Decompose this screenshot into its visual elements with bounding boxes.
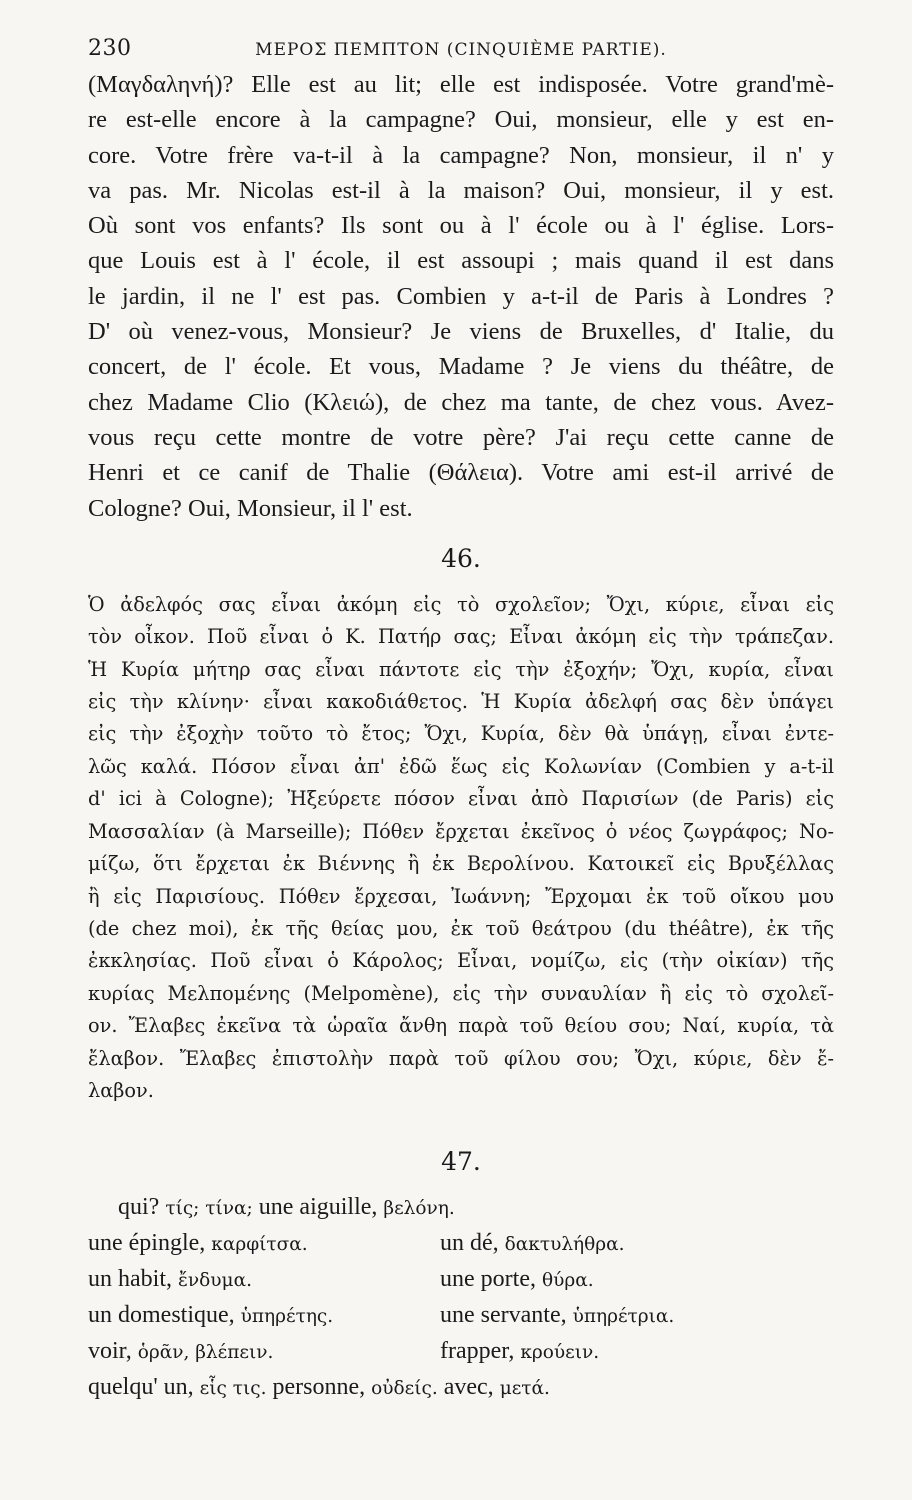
greek-text-line: τὸν οἶκον. Ποῦ εἶναι ὁ Κ. Πατήρ σας; Εἶναι ἀκόμη εἰς τὴν τράπεζαν.: [88, 625, 834, 649]
greek-text-line: λαβον.: [88, 1078, 154, 1102]
text-line: concert, de l' école. Et vous, Madame ? Je viens du théâtre, de: [88, 353, 834, 381]
greek-word: οὐδείς.: [371, 1378, 438, 1400]
greek-word: ὑπηρέτρια.: [572, 1306, 675, 1328]
french-word: personne,: [272, 1374, 372, 1401]
french-word: une porte,: [440, 1266, 542, 1293]
text-line: (Μαγδαληνή)? Elle est au lit; elle est indisposée. Votre grand'mè-: [88, 71, 834, 98]
greek-text-line: λῶς καλά. Πόσον εἶναι ἀπ' ἐδῶ ἕως εἰς Κολωνίαν (Combien y a-t-il: [88, 754, 834, 778]
greek-word: θύρα.: [541, 1270, 594, 1292]
greek-text-line: ἢ εἰς Παρισίους. Πόθεν ἔρχεσαι, Ἰωάννη; Ἔρχομαι ἐκ τοῦ οἴκου μου: [88, 884, 834, 908]
text-line: que Louis est à l' école, il est assoupi ; mais quand il est dans: [88, 247, 834, 275]
french-word: un dé,: [440, 1230, 505, 1257]
text-line: Henri et ce canif de Thalie (Θάλεια). Votre ami est-il arrivé de: [88, 459, 834, 487]
vocab-row: [88, 1262, 834, 1298]
greek-word: ἔνδυμα.: [178, 1270, 252, 1292]
french-word: qui?: [118, 1194, 166, 1221]
greek-text-line: εἰς τὴν κλίνην· εἶναι κακοδιάθετος. Ἡ Κυρία ἀδελφή σας δὲν ὑπάγει: [88, 690, 834, 714]
greek-text-line: d' ici à Cologne); Ἠξεύρετε πόσον εἶναι ἀπὸ Παρισίων (de Paris) εἰς: [88, 787, 834, 811]
text-line: Cologne? Oui, Monsieur, il l' est.: [88, 494, 413, 522]
french-word: quelqu' un,: [88, 1374, 200, 1401]
section-number-47: 47.: [441, 1147, 481, 1177]
french-word: une aiguille,: [258, 1194, 384, 1221]
section-number-46: 46.: [441, 543, 481, 573]
greek-word: μετά.: [499, 1378, 550, 1400]
text-line: va pas. Mr. Nicolas est-il à la maison? Oui, monsieur, il y est.: [88, 176, 834, 204]
text-line: D' où venez-vous, Monsieur? Je viens de Bruxelles, d' Italie, du: [88, 318, 834, 346]
greek-text-line: μίζω, ὅτι ἔρχεται ἐκ Βιέννης ἢ ἐκ Βερολίνου. Κατοικεῖ εἰς Βρυξέλλας: [88, 852, 834, 876]
vocabulary-list-47: [88, 1190, 834, 1406]
text-line: le jardin, il ne l' est pas. Combien y a-t-il de Paris à Londres ?: [88, 282, 834, 310]
vocab-row: [88, 1334, 834, 1370]
greek-word: καρφίτσα.: [211, 1234, 308, 1256]
french-word: un habit,: [88, 1266, 178, 1293]
french-word: frapper,: [440, 1338, 521, 1365]
french-word: un domestique,: [88, 1302, 241, 1329]
greek-word: δακτυλήθρα.: [504, 1234, 625, 1256]
text-line: core. Votre frère va-t-il à la campagne? Non, monsieur, il n' y: [88, 141, 834, 169]
greek-text-line: ἔλαβον. Ἔλαβες ἐπιστολὴν παρὰ τοῦ φίλου σου; Ὄχι, κύριε, δὲν ἔ-: [88, 1046, 834, 1070]
french-word: une épingle,: [88, 1230, 212, 1257]
text-line: chez Madame Clio (Κλειώ), de chez ma tante, de chez vous. Avez-: [88, 388, 834, 416]
text-line: Où sont vos enfants? Ils sont ou à l' école ou à l' église. Lors-: [88, 212, 834, 240]
vocab-row: [88, 1298, 834, 1334]
page-header: [88, 36, 834, 61]
running-head: ΜΕΡΟΣ ΠΕΜΠΤΟΝ (CINQUIÈME PARTIE).: [255, 40, 667, 60]
greek-word: κρούειν.: [520, 1342, 600, 1364]
greek-text-line: (de chez moi), ἐκ τῆς θείας μου, ἐκ τοῦ θεάτρου (du théâtre), ἐκ τῆς: [88, 916, 834, 940]
french-paragraph: [88, 67, 834, 526]
greek-word: ὑπηρέτης.: [240, 1306, 334, 1328]
greek-word: εἷς τις.: [199, 1378, 267, 1400]
greek-text-line: εἰς τὴν ἐξοχὴν τοῦτο τὸ ἔτος; Ὄχι, Κυρία, δὲν θὰ ὑπάγῃ, εἶναι ἐντε-: [88, 722, 834, 746]
greek-text-line: Ὁ ἀδελφός σας εἶναι ἀκόμη εἰς τὸ σχολεῖον; Ὄχι, κύριε, εἶναι εἰς: [88, 592, 834, 616]
greek-text-line: Ἡ Κυρία μήτηρ σας εἶναι πάντοτε εἰς τὴν ἐξοχήν; Ὄχι, κυρία, εἶναι: [88, 657, 834, 681]
vocab-row: [88, 1370, 834, 1406]
text-line: re est-elle encore à la campagne? Oui, monsieur, elle y est en-: [88, 106, 834, 134]
greek-text-line: Μασσαλίαν (à Marseille); Πόθεν ἔρχεται ἐκεῖνος ὁ νέος ζωγράφος; Νο-: [88, 819, 834, 843]
greek-word: τίς; τίνα;: [165, 1198, 253, 1220]
greek-exercise-46: [88, 589, 834, 1108]
text-line: vous reçu cette montre de votre père? J'ai reçu cette canne de: [88, 423, 834, 451]
french-word: avec,: [437, 1374, 500, 1401]
greek-text-line: κυρίας Μελπομένης (Melpomène), εἰς τὴν συναυλίαν ἢ εἰς τὸ σχολεῖ-: [88, 981, 834, 1005]
vocab-row: [88, 1190, 834, 1226]
greek-word: ὁρᾶν, βλέπειν.: [137, 1342, 274, 1364]
vocab-row: [88, 1226, 834, 1262]
greek-text-line: ἐκκλησίας. Ποῦ εἶναι ὁ Κάρολος; Εἶναι, νομίζω, εἰς (τὴν οἰκίαν) τῆς: [88, 949, 834, 973]
french-word: voir,: [88, 1338, 138, 1365]
greek-text-line: ον. Ἔλαβες ἐκεῖνα τὰ ὡραῖα ἄνθη παρὰ τοῦ θείου σου; Ναί, κυρία, τὰ: [88, 1014, 834, 1038]
greek-word: βελόνη.: [383, 1198, 455, 1220]
french-word: une servante,: [440, 1302, 573, 1329]
page-number: 230: [88, 36, 132, 61]
